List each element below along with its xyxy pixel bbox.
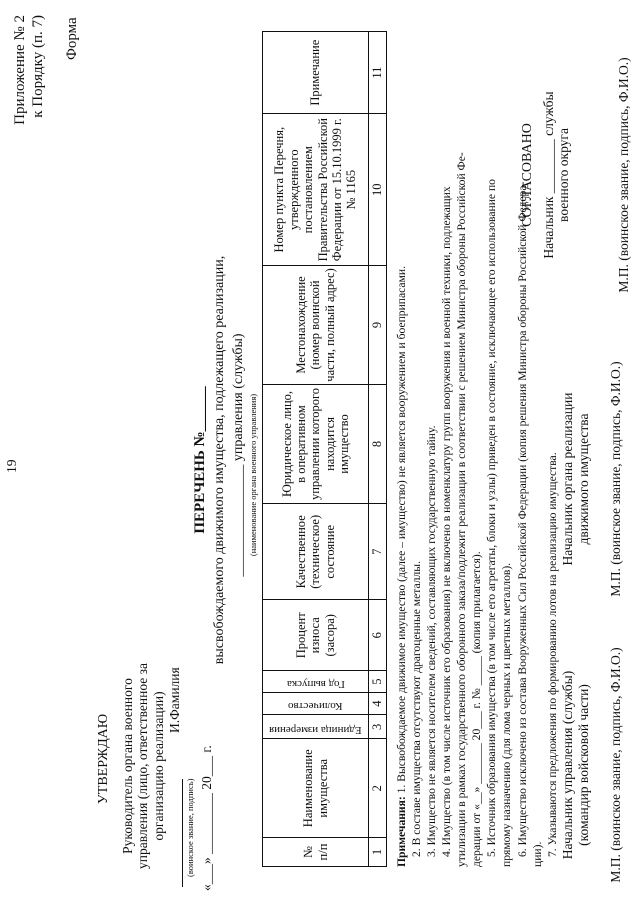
sig-middle-line-2: движимого имущества	[575, 413, 591, 545]
header-condition: Качественное (техническое) состояние	[263, 504, 369, 600]
col-number: 9	[369, 266, 387, 385]
unit-line: ________________ управления (службы)	[231, 333, 246, 577]
note-1: 1. Высвобождаемое движимое имущество (далее – имущество) не является вооружением и боеприпасами.	[395, 265, 408, 794]
header-quantity: Количество	[263, 693, 369, 715]
col-number: 5	[369, 671, 387, 693]
col-number: 6	[369, 600, 387, 671]
header-list-item: Номер пункта Перечня, утвержденного постановлением Правительства Российской Федерации от 15.10.1999 г. № 1165	[263, 114, 369, 266]
sig-middle-line-1: Начальник органа реализации	[560, 392, 575, 566]
notes-label: Примечания:	[395, 796, 408, 867]
agreed-heading: СОГЛАСОВАНО	[520, 123, 535, 227]
header-location: Местонахождение (номер воинской части, полный адрес)	[263, 266, 369, 385]
note-3: 3. Имущество не является носителем сведений, составляющих государственную тайну.	[425, 425, 439, 857]
approval-sign-caption: (воинское звание, подпись)	[185, 778, 196, 877]
list-subtitle: высвобождаемого движимого имущества, подлежащего реализации,	[212, 255, 227, 665]
header-year: Год выпуска	[263, 671, 369, 693]
sig-right-caption: М.П. (воинское звание, подпись, Ф.И.О.)	[616, 57, 632, 293]
col-number: 8	[369, 384, 387, 503]
note-2: 2. В составе имущества отсутствуют драгоценные металлы.	[410, 561, 424, 857]
approval-line-2: управления (лицо, ответственное за	[135, 663, 151, 869]
table-row	[369, 32, 387, 867]
col-number: 7	[369, 504, 387, 600]
list-title: ПЕРЕЧЕНЬ №______	[192, 386, 208, 534]
header-unit: Единица измерения	[263, 715, 369, 739]
appendix-block	[12, 15, 47, 140]
approval-line-3: организацию реализации)	[151, 691, 167, 841]
signature-left	[560, 639, 624, 891]
note-4-cont: утилизации в рамках государственного оборонного заказа/подлежит реализации в соответствии с решением Министра обороны Российской Фе-	[455, 152, 469, 867]
note-5: 5. Источник образования имущества (в том числе его агрегаты, блоки и узлы) приведен в состояние, исключающее его использование по	[485, 179, 499, 857]
approval-heading: УТВЕРЖДАЮ	[96, 713, 111, 805]
header-legal-entity: Юридическое лицо, в оперативном управлении которого находится имущество	[263, 384, 369, 503]
note-6: 6. Имущество исключено из состава Вооруженных Сил Российской Федерации (копия решения Министра обороны Российской Федера-	[515, 181, 529, 857]
note-4: 4. Имущество (в том числе источник его образования) не включено в номенклатуру групп вооружения и военной техники, подлежащих	[440, 186, 454, 857]
signature-middle	[560, 353, 624, 605]
sig-right-line-1: Начальник ________ службы	[540, 91, 556, 259]
property-table	[262, 31, 387, 867]
approval-date: «___» _________ 20___ г.	[199, 745, 215, 891]
appendix-line-2: к Порядку (п. 7)	[29, 15, 46, 118]
sig-left-caption: М.П. (воинское звание, подпись, Ф.И.О.)	[607, 647, 623, 883]
page-number: 19	[4, 459, 19, 473]
col-number: 3	[369, 715, 387, 739]
sig-left-line-1: Начальник управления (службы)	[560, 670, 575, 860]
note-4-end: дерации от «__» _______ 20___ г. № _____ (копия прилагается).	[470, 551, 484, 867]
header-number: № п/п	[263, 838, 369, 867]
appendix-line-1: Приложение № 2	[12, 15, 28, 125]
approval-name: И.Фамилия	[167, 667, 183, 733]
col-number: 11	[369, 32, 387, 114]
col-number: 1	[369, 838, 387, 867]
approval-block	[96, 641, 215, 891]
sig-middle-caption: М.П. (воинское звание, подпись, Ф.И.О.)	[607, 361, 623, 597]
col-number: 2	[369, 739, 387, 838]
header-name: Наименование имущества	[263, 739, 369, 838]
note-5-cont: прямому назначению (для лома черных и цветных металлов).	[500, 562, 514, 867]
form-label: Форма	[64, 17, 80, 60]
header-remarks: Примечание	[263, 32, 369, 114]
header-wear: Процент износа (засора)	[263, 600, 369, 671]
col-number: 4	[369, 693, 387, 715]
unit-caption: (наименование органа военного управления)	[248, 393, 258, 557]
note-7: 7. Указываются предложения по формированию лотов на реализацию имущества.	[545, 452, 559, 857]
col-number: 10	[369, 114, 387, 266]
sig-left-line-2: (командир войсковой части)	[575, 684, 591, 846]
signature-right	[520, 45, 632, 305]
note-6-cont: ции).	[530, 841, 544, 867]
sig-right-line-2: военного округа	[556, 128, 572, 222]
approval-line-1: Руководитель органа военного	[119, 678, 135, 854]
